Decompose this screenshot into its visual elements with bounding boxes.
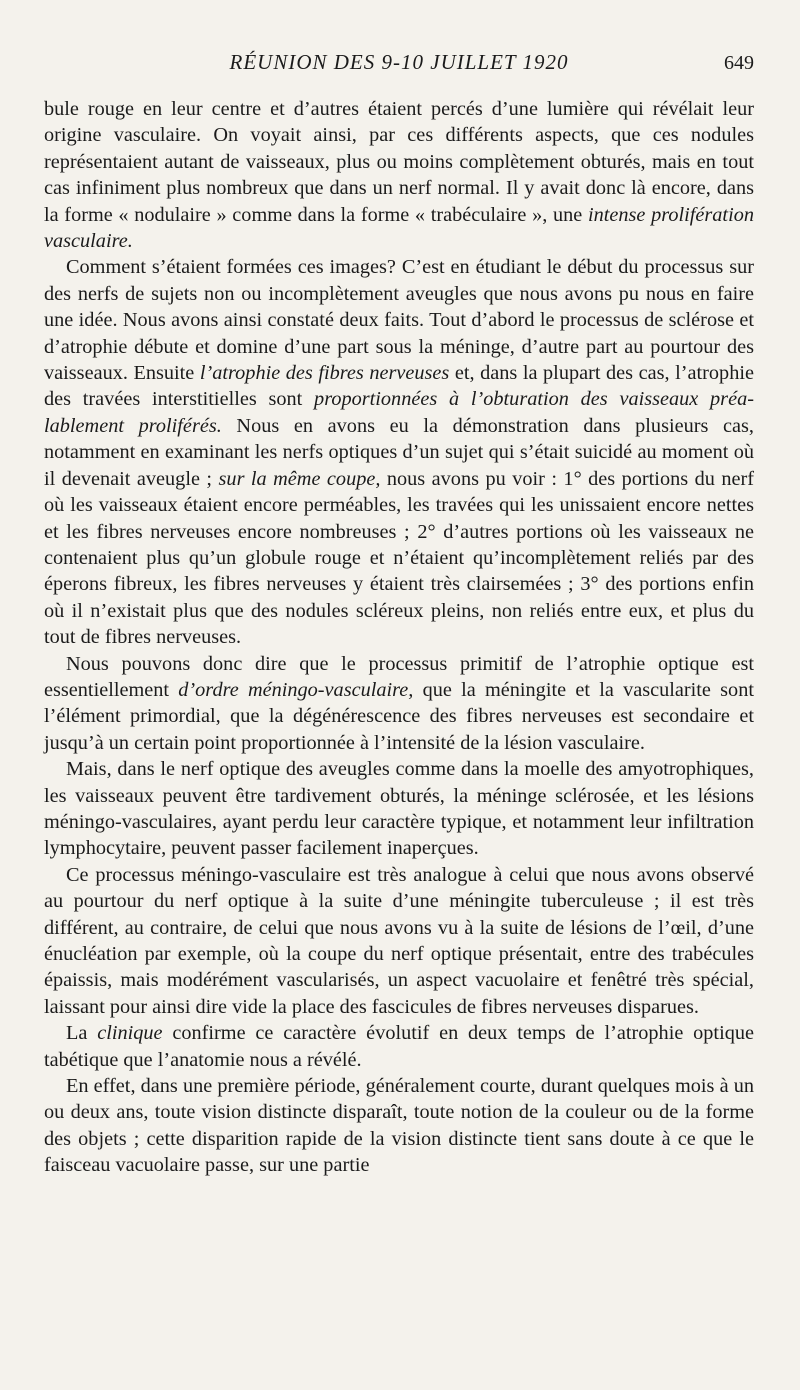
- text-segment: En effet, dans une première période, généralement courte, durant quelques mois à un ou deux ans, toute vision distincte disparaît, toute notion de la couleur ou de la forme des objets ; cette disparition rapide de la vision distincte tient sans doute à ce que le faisceau vacuolaire passe, sur une partie: [44, 1075, 754, 1177]
- text-segment: et, dans la plupart des cas, l’atrophie des travées interstitielles sont: [44, 362, 754, 411]
- italic-segment: sur la même coupe,: [218, 467, 381, 490]
- text-segment: Mais, dans le nerf optique des aveugles comme dans la moelle des amyotrophiques, les vaisseaux peuvent être tardivement obturés, la méninge sclérosée, et les lésions méningo-vasculaires, ayant perdu leur caractère typique, et notamment leur infiltration lymphocytaire, peuvent passer facilement inaperçues.: [44, 758, 754, 860]
- paragraph: [44, 862, 754, 1020]
- text-segment: confirme ce caractère évolutif en deux temps de l’atrophie optique tabétique que l’anatomie nous a révélé.: [44, 1022, 754, 1071]
- page-number: 649: [724, 52, 754, 74]
- paragraph: [44, 254, 754, 650]
- italic-segment: d’ordre méningo-vasculaire,: [178, 678, 414, 701]
- text-segment: bule rouge en leur centre et d’autres étaient percés d’une lumière qui révélait leur origine vasculaire. On voyait ainsi, par ces différents aspects, que ces nodules représentaient autant de vaisseaux, plus ou moins complètement obturés, mais en tout cas infiniment plus nombreux que dans un nerf normal. Il y avait donc là encore, dans la forme « nodulaire » comme dans la forme « trabéculaire », une: [44, 98, 754, 226]
- paragraph: [44, 651, 754, 757]
- paragraph: [44, 756, 754, 862]
- text-segment: Nous pouvons donc dire que le processus primitif de l’atrophie optique est essentiellement: [44, 652, 754, 701]
- italic-segment: clinique: [97, 1022, 163, 1045]
- text-segment: La: [66, 1022, 98, 1045]
- italic-segment: l’atrophie des fibres nerveuses: [199, 362, 450, 385]
- body-text: [44, 96, 754, 1179]
- paragraph: [44, 96, 754, 254]
- running-head: [44, 44, 754, 80]
- running-title: RÉUNION DES 9-10 JUILLET 1920: [229, 50, 569, 74]
- text-segment: nous avons pu voir : 1° des portions du nerf où les vaisseaux étaient encore perméables, les travées qui les unissaient encore nettes et les fibres nerveuses encore nombreuses ; 2° d’autres portions où les vaisseaux ne contenaient plus qu’un globule rouge et n’étaient qu’incomplètement reliés par des éperons fibreux, les fibres nerveuses y étaient très clairsemées ; 3° des portions enfin où il n’existait plus que des nodules scléreux pleins, non reliés entre eux, et plus du tout de fibres nerveuses.: [44, 467, 754, 649]
- text-segment: Nous en avons eu la démonstration dans plusieurs cas, notamment en examinant les nerfs optiques d’un sujet qui s’était suicidé au moment où il devenait aveugle ;: [44, 414, 754, 490]
- italic-segment: proportionnées à l’obturation des vaisseaux préalablement proliférés.: [44, 388, 754, 437]
- paragraph: [44, 1073, 754, 1179]
- text-segment: que la méningite et la vascularite sont l’élément primordial, que la dégénérescence des fibres nerveuses est secondaire et jusqu’à un certain point proportionnée à l’intensité de la lésion vasculaire.: [44, 678, 754, 754]
- italic-segment: intense prolifération vasculaire.: [44, 203, 754, 253]
- text-segment: Comment s’étaient formées ces images? C’est en étudiant le début du processus sur des nerfs de sujets non ou incomplètement aveugles que nous avons pu nous en faire une idée. Nous avons ainsi constaté deux faits. Tout d’abord le processus de sclérose et d’atrophie débute et domine d’une part sous la méninge, d’autre part au pourtour des vaisseaux. Ensuite: [44, 256, 754, 385]
- paragraph: [44, 1020, 754, 1073]
- text-segment: Ce processus méningo-vasculaire est très analogue à celui que nous avons observé au pourtour du nerf optique à la suite d’une méningite tuberculeuse ; il est très différent, au contraire, de celui que nous avons vu à la suite de lésions de l’œil, d’une énucléation par exemple, où la coupe du nerf optique présentait, entre des trabécules épaissis, mais modérément vascularisés, un aspect vacuolaire et fenêtré très spécial, laissant pour ainsi dire vide la place des fascicules de fibres nerveuses disparues.: [44, 863, 754, 1018]
